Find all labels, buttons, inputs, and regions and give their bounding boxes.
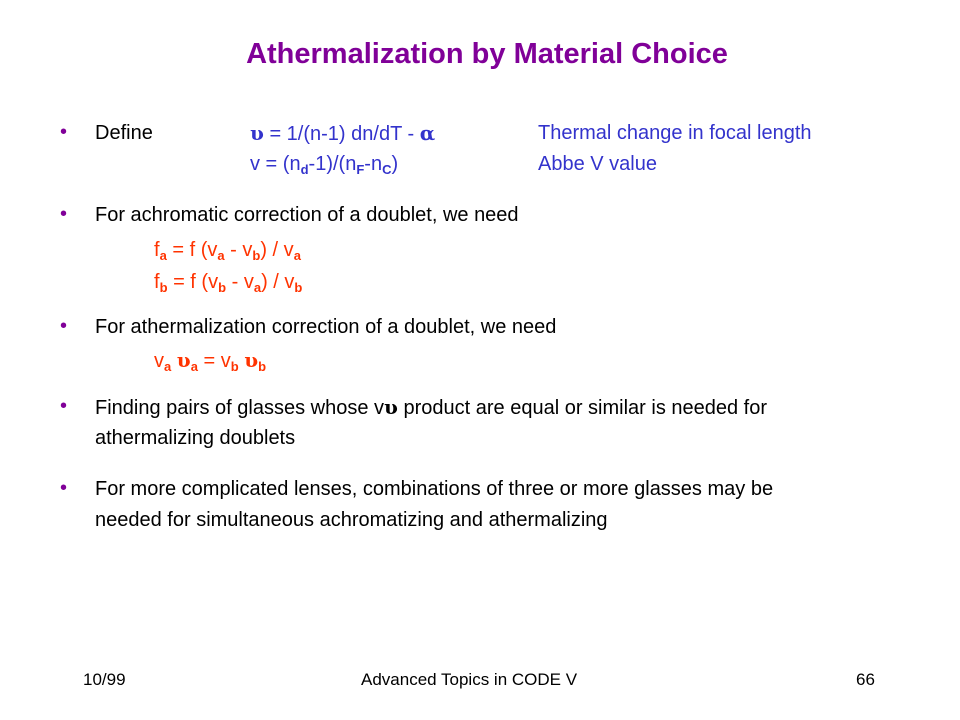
- upsilon-symbol: υ: [250, 121, 264, 145]
- finding-pairs-text-b: product are equal or similar is needed for: [397, 397, 768, 419]
- bullet-dot: •: [60, 315, 68, 337]
- bullet-dot: •: [60, 477, 68, 499]
- bullet-dot: •: [60, 395, 68, 417]
- thermal-formula-text: = 1/(n-1) dn/dT -: [263, 123, 420, 145]
- upsilon-symbol: υ: [176, 348, 191, 372]
- bullet-achromatic-text: For achromatic correction of a doublet, we need: [95, 204, 519, 226]
- bullet-dot: •: [60, 121, 68, 143]
- upsilon-symbol: υ: [244, 348, 259, 372]
- upsilon-symbol: υ: [384, 395, 398, 419]
- finding-pairs-text-a: Finding pairs of glasses whose: [95, 397, 375, 419]
- definition-abbe-formula: $v = (n_d-1)/(n_F-n_C)$: [250, 153, 399, 177]
- equation-fa: $f_a = f$ $(v_a - v_b) / v_a$: [154, 239, 301, 263]
- definition-thermal-desc: Thermal change in focal length: [538, 122, 812, 144]
- alpha-symbol: α: [419, 121, 436, 145]
- bullet-athermalization-text: For athermalization correction of a doublet, we need: [95, 316, 557, 338]
- slide-title: Athermalization by Material Choice: [246, 38, 728, 70]
- equation-athermal-condition: $v_a$ $\upsilon_a = v_b$ $\upsilon_b$: [154, 348, 267, 374]
- bullet-finding-pairs-line1: Finding pairs of glasses whose vυ product are equal or similar is needed for: [95, 395, 768, 419]
- bullet-define-label: Define: [95, 122, 153, 144]
- bullet-dot: •: [60, 203, 68, 225]
- definition-thermal-formula: [250, 121, 435, 146]
- footer-title: Advanced Topics in CODE V: [361, 670, 578, 689]
- footer-page-number: 66: [856, 670, 875, 689]
- definition-abbe-desc: Abbe V value: [538, 153, 657, 175]
- bullet-complicated-line2: needed for simultaneous achromatizing and athermalizing: [95, 509, 608, 531]
- bullet-complicated-line1: For more complicated lenses, combinations of three or more glasses may be: [95, 478, 774, 500]
- bullet-finding-pairs-line2: athermalizing doublets: [95, 427, 296, 449]
- footer-date: 10/99: [83, 670, 126, 689]
- equation-fb: $f_b = f$ $(v_b - v_a) / v_b$: [154, 271, 303, 295]
